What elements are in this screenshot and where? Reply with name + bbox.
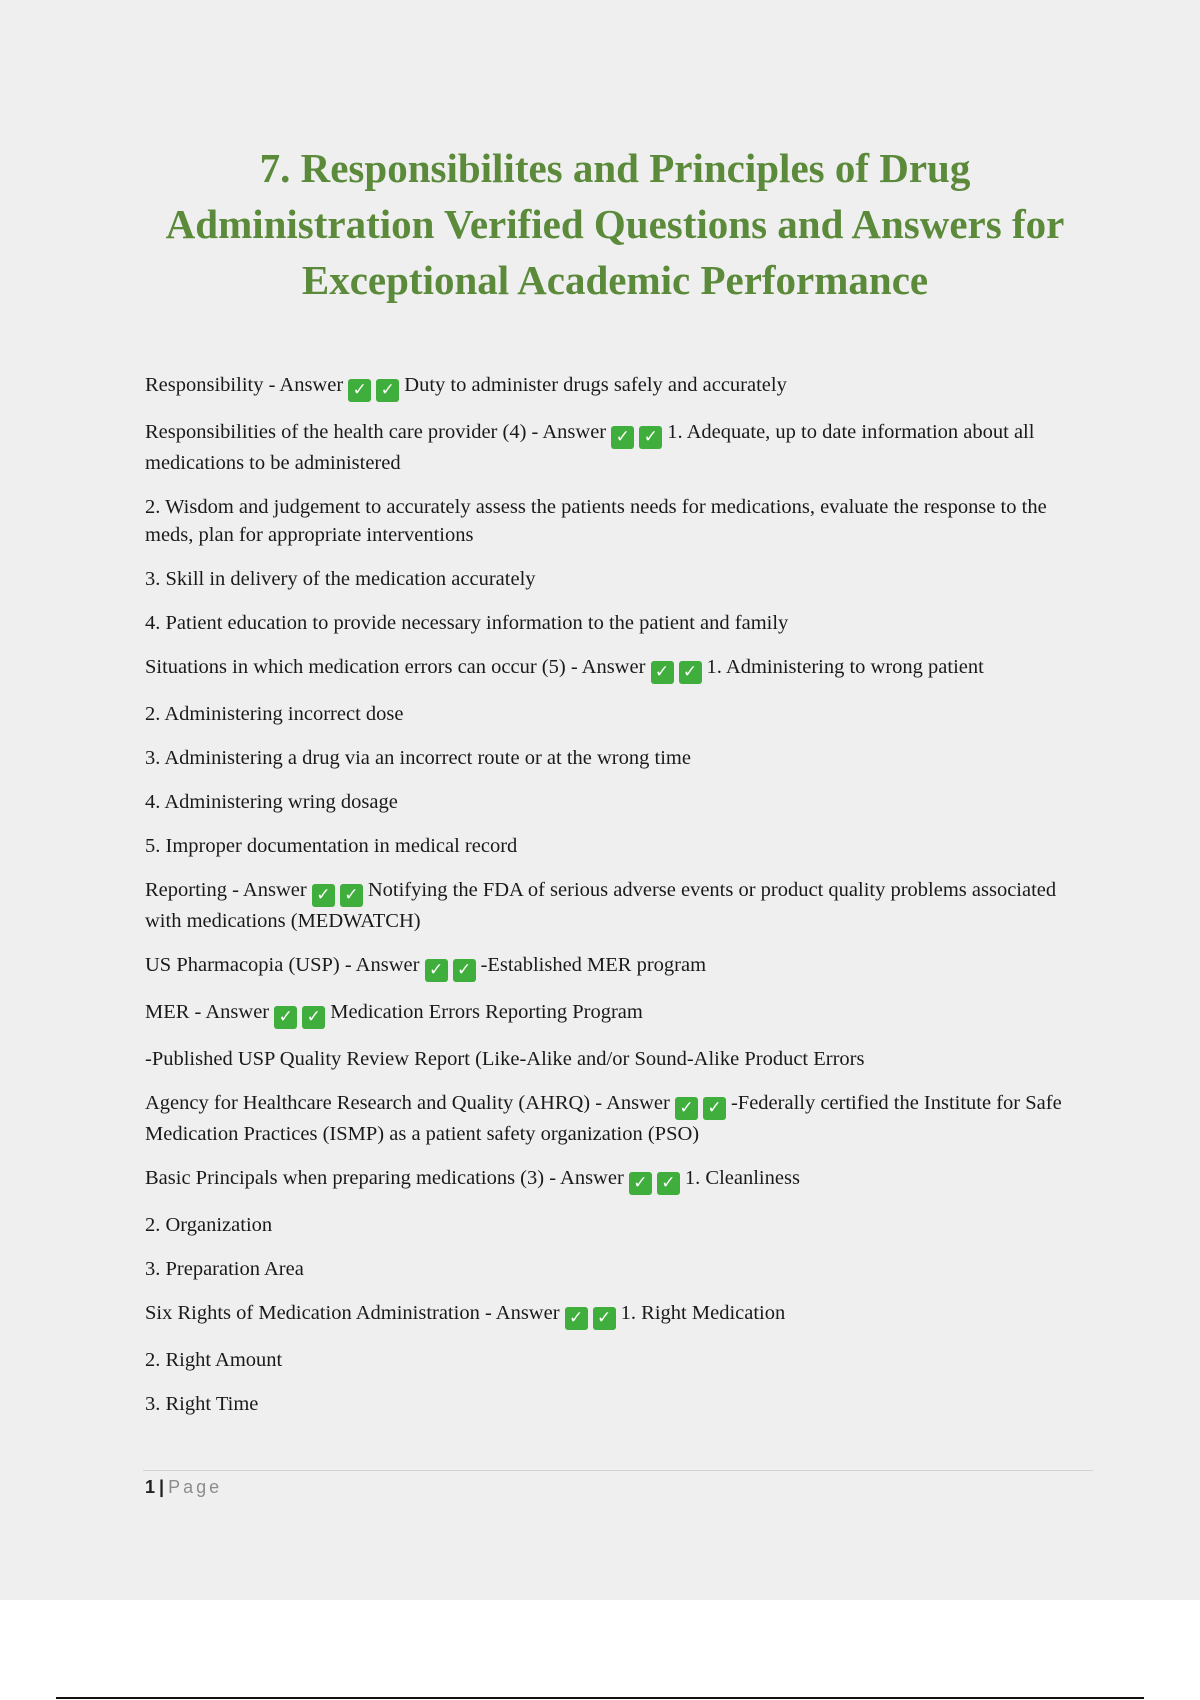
qa-paragraph: [145, 744, 1090, 772]
answer-line: 4. Administering wring dosage: [145, 791, 398, 813]
qa-paragraph: [145, 1255, 1090, 1283]
answer-line: 2. Administering incorrect dose: [145, 703, 404, 725]
check-mark-button-icon: ✓: [453, 959, 476, 982]
question-text: Responsibilities of the health care provider (4) - Answer: [145, 421, 607, 443]
check-mark-button-icon: ✓: [639, 426, 662, 449]
qa-paragraph: [145, 653, 1090, 684]
page-number: 1: [145, 1477, 156, 1497]
answer-text: 1. Cleanliness: [684, 1167, 800, 1189]
check-mark-button-icon: ✓: [611, 426, 634, 449]
check-mark-button-icon: ✓: [629, 1172, 652, 1195]
question-text: Basic Principals when preparing medications (3) - Answer: [145, 1167, 624, 1189]
answer-text: 1. Adequate, up to date information about all medications to be administered: [145, 421, 1035, 474]
check-mark-button-icon: ✓: [565, 1307, 588, 1330]
answer-line: 3. Administering a drug via an incorrect route or at the wrong time: [145, 747, 691, 769]
check-mark-button-icon: ✓: [425, 959, 448, 982]
footer-separator: |: [159, 1477, 165, 1497]
check-mark-button-icon: ✓: [312, 884, 335, 907]
check-mark-button-icon: ✓: [675, 1097, 698, 1120]
check-mark-button-icon: ✓: [274, 1006, 297, 1029]
qa-paragraph: [145, 1045, 1090, 1073]
answer-line: -Published USP Quality Review Report (Like-Alike and/or Sound-Alike Product Errors: [145, 1048, 865, 1070]
qa-paragraph: [145, 876, 1090, 935]
check-mark-button-icon: ✓: [703, 1097, 726, 1120]
bottom-divider: [56, 1697, 1144, 1699]
qa-paragraph: [145, 1164, 1090, 1195]
qa-paragraph: [145, 788, 1090, 816]
qa-paragraph: [145, 1346, 1090, 1374]
qa-paragraph: [145, 1390, 1090, 1418]
check-mark-button-icon: ✓: [657, 1172, 680, 1195]
page-footer: [145, 1475, 222, 1499]
document-title: 7. Responsibilites and Principles of Drug Administration Verified Questions and Answers for Exceptional Academic Performance: [165, 145, 1065, 303]
answer-line: 3. Right Time: [145, 1393, 259, 1415]
question-text: Agency for Healthcare Research and Quality (AHRQ) - Answer: [145, 1092, 670, 1114]
answer-line: 3. Skill in delivery of the medication accurately: [145, 568, 536, 590]
qa-paragraph: [145, 371, 1090, 402]
check-mark-button-icon: ✓: [302, 1006, 325, 1029]
question-text: Reporting - Answer: [145, 879, 307, 901]
qa-paragraph: [145, 609, 1090, 637]
qa-paragraph: [145, 1089, 1090, 1148]
answer-text: Notifying the FDA of serious adverse events or product quality problems associated with medications (MEDWATCH): [145, 879, 1057, 932]
question-text: MER - Answer: [145, 1001, 270, 1023]
answer-line: 2. Right Amount: [145, 1349, 283, 1371]
qa-paragraph: [145, 565, 1090, 593]
qa-paragraph: [145, 951, 1090, 982]
question-text: Six Rights of Medication Administration - Answer: [145, 1302, 560, 1324]
footer-divider: [143, 1470, 1093, 1471]
qa-paragraph: [145, 418, 1090, 477]
answer-text: Medication Errors Reporting Program: [330, 1001, 643, 1023]
answer-text: Duty to administer drugs safely and accurately: [404, 374, 787, 396]
question-text: Responsibility - Answer: [145, 374, 344, 396]
answer-line: 5. Improper documentation in medical record: [145, 835, 518, 857]
answer-text: 1. Administering to wrong patient: [706, 656, 984, 678]
check-mark-button-icon: ✓: [651, 661, 674, 684]
answer-line: 3. Preparation Area: [145, 1258, 304, 1280]
page-label: Page: [168, 1477, 223, 1497]
check-mark-button-icon: ✓: [340, 884, 363, 907]
check-mark-button-icon: ✓: [593, 1307, 616, 1330]
check-mark-button-icon: ✓: [376, 379, 399, 402]
question-text: Situations in which medication errors can occur (5) - Answer: [145, 656, 646, 678]
answer-line: 4. Patient education to provide necessary information to the patient and family: [145, 612, 789, 634]
qa-paragraph: [145, 998, 1090, 1029]
qa-paragraph: [145, 1299, 1090, 1330]
document-body: [145, 371, 1090, 1434]
qa-paragraph: [145, 493, 1090, 549]
question-text: US Pharmacopia (USP) - Answer: [145, 954, 420, 976]
answer-line: 2. Wisdom and judgement to accurately assess the patients needs for medications, evaluate the response to the meds, plan for appropriate interventions: [145, 496, 1047, 546]
qa-paragraph: [145, 1211, 1090, 1239]
check-mark-button-icon: ✓: [348, 379, 371, 402]
answer-line: 2. Organization: [145, 1214, 273, 1236]
answer-text: -Federally certified the Institute for Safe Medication Practices (ISMP) as a patient safety organization (PSO): [145, 1092, 1062, 1145]
check-mark-button-icon: ✓: [679, 661, 702, 684]
qa-paragraph: [145, 700, 1090, 728]
answer-text: 1. Right Medication: [620, 1302, 786, 1324]
answer-text: -Established MER program: [480, 954, 707, 976]
qa-paragraph: [145, 832, 1090, 860]
